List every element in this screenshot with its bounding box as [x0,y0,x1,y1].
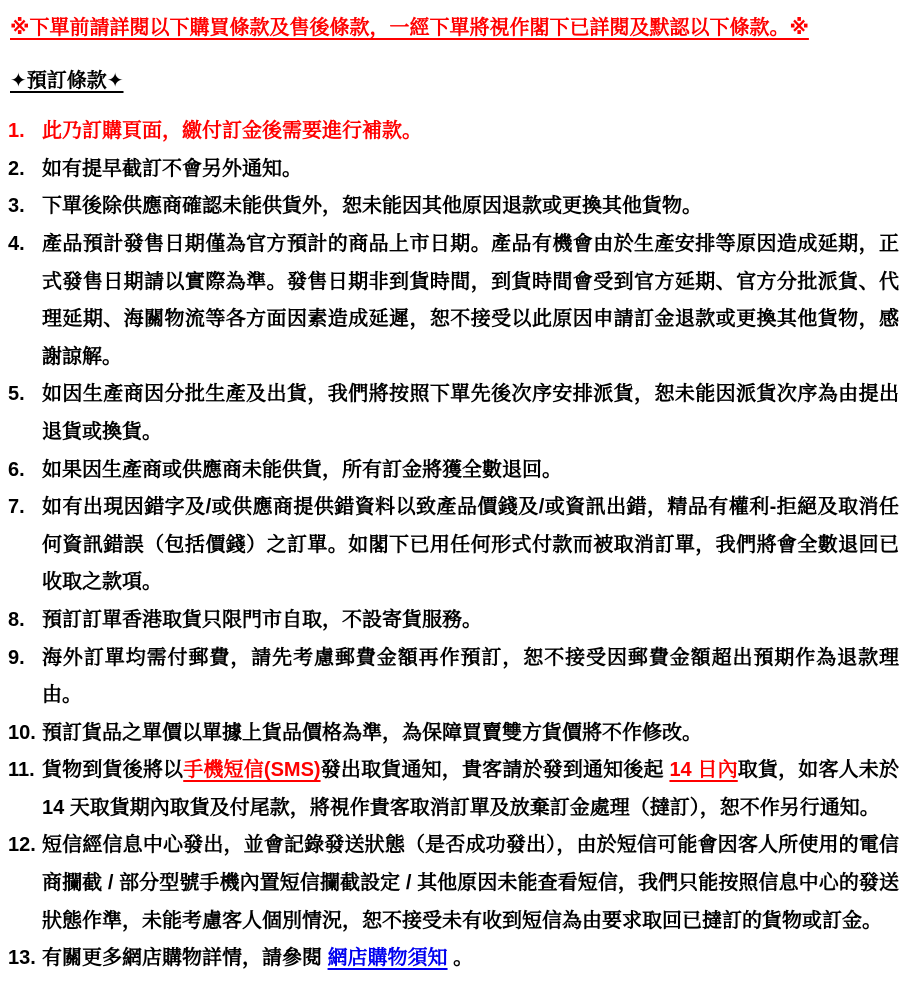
terms-item [8,640,899,715]
terms-item [8,188,899,226]
text-segment: 產品預計發售日期僅為官方預計的商品上市日期。產品有機會由於生產安排等原因造成延期，正式發售日期請以實際為準。發售日期非到貨時間，到貨時間會受到官方延期、官方分批派貨、代理延期、海關物流等各方面因素造成延遲，恕不接受以此原因申請訂金退款或更換其他貨物，感謝諒解。 [42,232,899,368]
terms-item [8,940,899,978]
item-number: 6. [8,458,25,481]
text-segment: 有關更多網店購物詳情，請參閱 [42,947,328,970]
text-segment: 手機短信(SMS) [183,759,321,782]
text-segment: 貨物到貨後將以 [42,759,184,782]
item-text [42,940,899,978]
item-text [42,113,899,151]
terms-item [8,113,899,151]
item-number: 10. [8,721,36,744]
text-segment: 下單後除供應商確認未能供貨外，恕未能因其他原因退款或更換其他貨物。 [42,195,702,218]
terms-item [8,489,899,602]
terms-item [8,752,899,827]
item-number: 2. [8,157,25,180]
text-segment: 。 [447,947,474,970]
item-text [42,752,899,827]
text-segment: 如有出現因錯字及/或供應商提供錯資料以致產品價錢及/或資訊出錯，精品有權利-拒絕及取消任何資訊錯誤（包括價錢）之訂單。如閣下已用任何形式付款而被取消訂單，我們將會全數退回已收取之款項。 [42,496,899,594]
item-number: 13. [8,947,36,970]
text-segment: 此乃訂購頁面，繳付訂金後需要進行補款。 [42,120,422,143]
terms-item [8,452,899,490]
terms-item [8,151,899,189]
text-segment: 發出取貨通知，貴客請於發到通知後起 [320,759,670,782]
item-text [42,226,899,376]
terms-item [8,715,899,753]
item-text [42,602,899,640]
item-text [42,715,899,753]
item-number: 3. [8,195,25,218]
terms-item [8,376,899,451]
item-text [42,151,899,189]
item-number: 1. [8,120,25,143]
item-text [42,452,899,490]
text-segment: 預訂訂單香港取貨只限門市自取，不設寄貨服務。 [42,608,482,631]
text-segment: 取貨，如客人未於 14 天取貨期內取貨及付尾款，將視作貴客取消訂單及放棄訂金處理（撻訂），恕不作另行通知。 [42,759,899,819]
text-segment: 14 日內 [669,759,738,782]
item-number: 4. [8,232,25,255]
text-segment: 短信經信息中心發出，並會記錄發送狀態（是否成功發出），由於短信可能會因客人所使用的電信商攔截 / 部分型號手機內置短信攔截設定 / 其他原因未能查看短信，我們只能按照信息中心的發送狀態作準，未能考慮客人個別情況，恕不接受未有收到短信為由要求取回已撻訂的貨物或訂金。 [42,834,899,932]
item-text [42,640,899,715]
section-header: ✦預訂條款✦ [10,69,124,92]
item-number: 8. [8,608,25,631]
terms-list [8,113,899,978]
text-segment: 預訂貨品之單價以單據上貨品價格為準，為保障買賣雙方貨價將不作修改。 [42,721,702,744]
text-segment: 如因生產商因分批生產及出貨，我們將按照下單先後次序安排派貨，恕未能因派貨次序為由提出退貨或換貨。 [42,383,899,443]
text-segment: 如有提早截訂不會另外通知。 [42,157,302,180]
item-number: 7. [8,496,25,519]
item-number: 12. [8,834,36,857]
item-text [42,188,899,226]
text-segment: 海外訂單均需付郵費，請先考慮郵費金額再作預訂，恕不接受因郵費金額超出預期作為退款理由。 [42,646,899,707]
terms-item [8,602,899,640]
item-text [42,827,899,940]
item-number: 9. [8,646,25,669]
item-text [42,489,899,602]
shop-guide-link[interactable]: 網店購物須知 [327,947,448,970]
terms-item [8,827,899,940]
item-number: 5. [8,383,25,406]
item-text [42,376,899,451]
text-segment: 如果因生產商或供應商未能供貨，所有訂金將獲全數退回。 [42,458,562,481]
item-number: 11. [8,759,35,782]
terms-item [8,226,899,376]
page-title: ※下單前請詳閱以下購買條款及售後條款，一經下單將視作閣下已詳閱及默認以下條款。※ [10,17,809,39]
